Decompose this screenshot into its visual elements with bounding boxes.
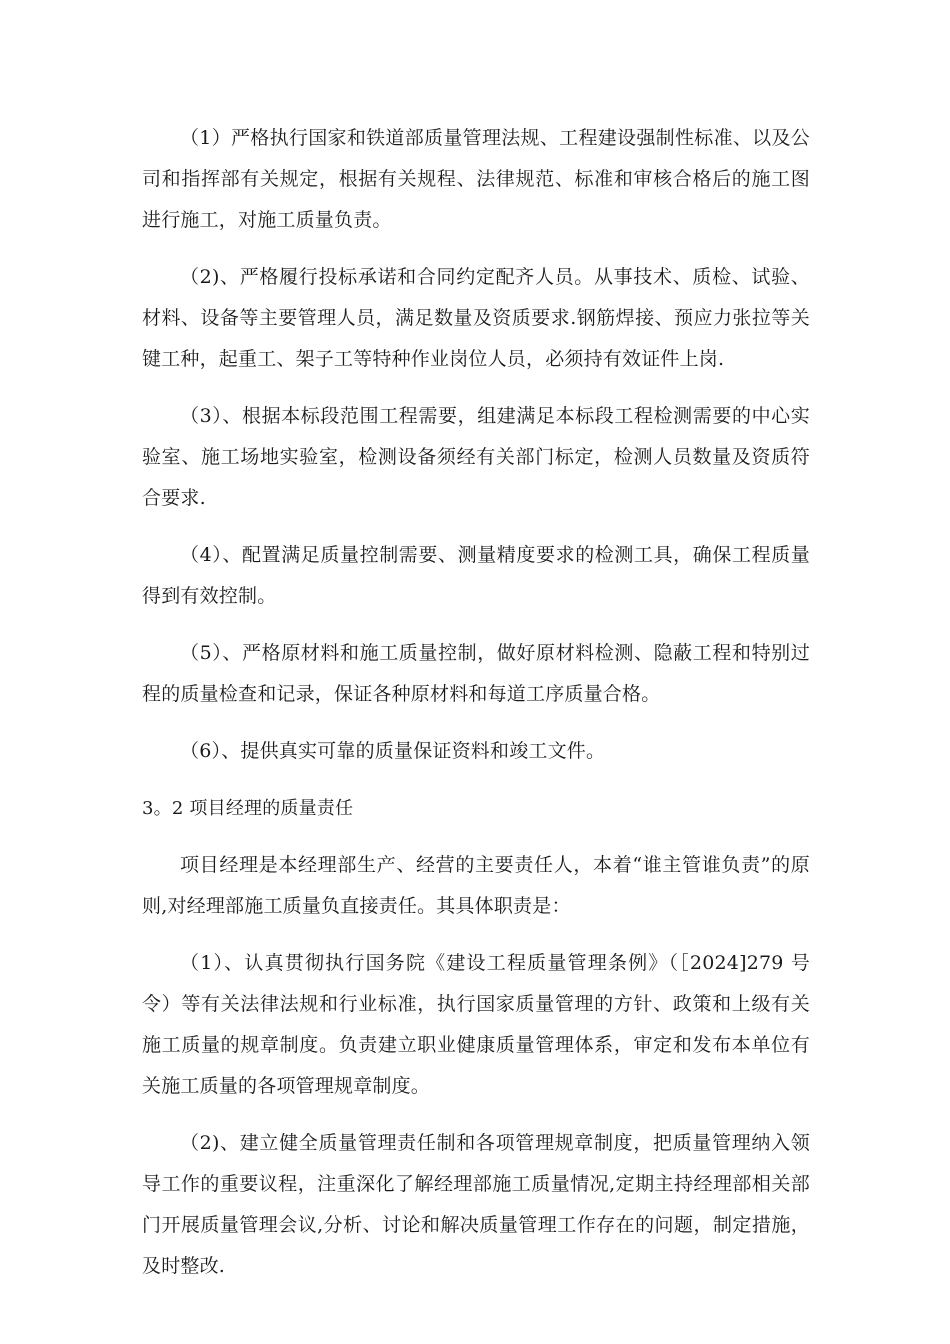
section-heading: 3。2 项目经理的质量责任 (142, 798, 354, 819)
paragraph-item-2: （2)、严格履行投标承诺和合同约定配齐人员。从事技术、质检、试验、材料、设备等主要管理人员，满足数量及资质要求.钢筋焊接、预应力张拉等关键工种，起重工、架子工等特种作业岗位人员，必须持有效证件上岗. (142, 266, 810, 370)
paragraph-item-3: （3）、根据本标段范围工程需要，组建满足本标段工程检测需要的中心实验室、施工场地实验室，检测设备须经有关部门标定，检测人员数量及资质符合要求. (142, 405, 810, 509)
paragraph-item-5: （5）、严格原材料和施工质量控制，做好原材料检测、隐蔽工程和特别过程的质量检查和记录，保证各种原材料和每道工序质量合格。 (142, 642, 810, 705)
paragraph-item-6: （6）、提供真实可靠的质量保证资料和竣工文件。 (180, 740, 606, 762)
section-item-1: （1）、认真贯彻执行国务院《建设工程质量管理条例》（［2024]279 号令）等有关法律法规和行业标准，执行国家质量管理的方针、政策和上级有关施工质量的规章制度。负责建立职业健康质量管理体系，审定和发布本单位有关施工质量的各项管理规章制度。 (142, 952, 810, 1097)
document-body (142, 118, 810, 1303)
paragraph-item-4: （4）、配置满足质量控制需要、测量精度要求的检测工具，确保工程质量得到有效控制。 (142, 544, 810, 607)
section-item-2: （2)、建立健全质量管理责任制和各项管理规章制度，把质量管理纳入领导工作的重要议程，注重深化了解经理部施工质量情况,定期主持经理部相关部门开展质量管理会议,分析、讨论和解决质量管理工作存在的问题，制定措施，及时整改. (142, 1132, 810, 1277)
paragraph-item-1: （1）严格执行国家和铁道部质量管理法规、工程建设强制性标准、以及公司和指挥部有关规定，根据有关规程、法律规范、标准和审核合格后的施工图进行施工，对施工质量负责。 (142, 127, 810, 231)
section-intro: 项目经理是本经理部生产、经营的主要责任人，本着“谁主管谁负责”的原则,对经理部施工质量负直接责任。其具体职责是： (142, 854, 810, 917)
